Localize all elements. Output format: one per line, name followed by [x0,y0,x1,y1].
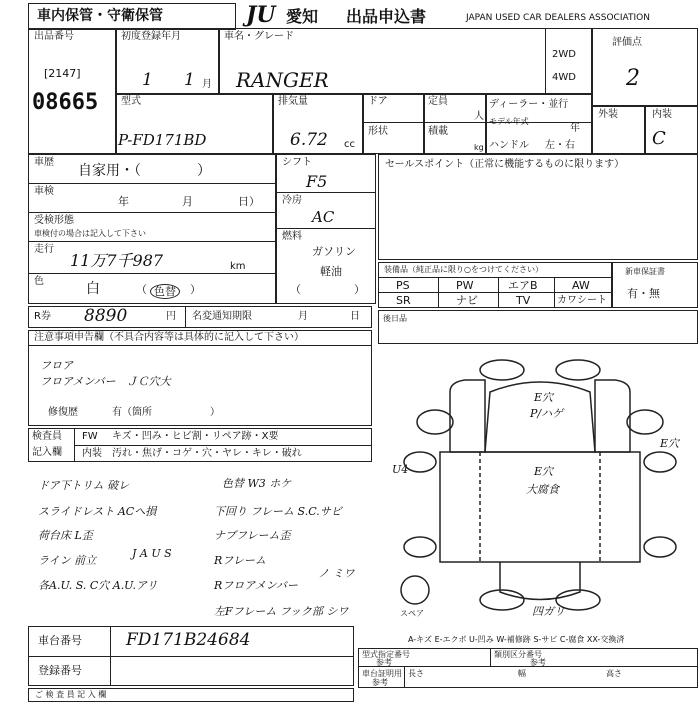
mileage-label: 走行 [34,244,54,255]
recycle-value: 8890 [84,306,128,326]
footer-text: ご 検 査 員 記 入 欄 [35,690,107,699]
diagram-label: 大腐食 [526,483,559,496]
model-year-label: モデル年式 [489,117,529,126]
reg-number-label: 登録番号 [38,664,82,677]
model-name: RANGER [236,68,329,92]
ju-logo: JU [246,2,276,28]
color-prefix: （ [136,283,147,296]
inspector-note: Rフレーム [214,554,266,567]
front-right-tire [556,360,600,380]
ext-value: C [652,128,666,149]
type-value: P-FD171BD [118,131,207,149]
chassis-value: FD171B24684 [126,630,251,650]
cert-label: 車台証明用 [362,669,402,678]
width-label: 幅 [518,669,526,678]
left-mirror [417,410,453,434]
history-value: 自家用・（ ） [78,163,211,179]
inspection-day-unit: 日） [238,195,260,208]
selling-points-box [378,154,698,260]
assoc-name-en: JAPAN USED CAR DEALERS ASSOCIATION [466,13,650,23]
diagram-label: P/ハゲ [530,407,564,420]
fuel-paren-close: ） [354,283,365,296]
after-fit-box [378,310,698,344]
damage-legend: A-キズ E-エクボ U-凹み W-補修跡 S-サビ C-腐食 XX-交換済 [408,635,625,644]
diagram-label: E穴 [534,391,554,404]
receive-note: 車検付の場合は記入して下さい [34,229,146,238]
inspector-row1-title: FW [82,431,98,442]
registration-month: 1 [184,70,195,90]
after-fit-label: 後日品 [383,314,407,323]
org-name: 愛知 [286,7,319,26]
ext-label: 外装 [598,109,618,120]
inspector-row2-title: 内装 [82,448,102,459]
registration-month-unit: 月 [202,79,212,90]
warranty-label: 新車保証書 [625,267,665,276]
inspector-note: ドア下トリム 破レ [38,479,130,492]
notice-day-unit: 日 [350,311,360,322]
inspector-note: ナブフレーム歪 [214,529,291,542]
equip-sr: SR [396,294,411,307]
inspector-note: Rフロアメンバー [214,579,298,592]
inspector-note: 左Fフレーム フック部 シワ [214,605,349,618]
inspection-month-unit: 月 [182,195,193,208]
chassis-label: 車台番号 [38,634,82,647]
diagram-label: E穴 [534,465,554,478]
designation-ref: 参考 [376,658,392,667]
drive-2wd: 2WD [552,49,576,60]
inspection-label: 車検 [34,186,54,197]
equip-navi: ナビ [456,294,478,307]
equip-pw: PW [456,279,474,292]
handle-options: 左・右 [545,140,575,151]
color-change-label: 色替 [150,284,180,299]
color-label: 色 [34,276,44,287]
shift-label: シフト [282,157,312,168]
displacement-unit: cc [344,139,355,150]
front-left-tire [480,360,524,380]
load-label: 積載 [428,126,448,137]
class-label: 類別区分番号 [494,650,542,659]
fuel-paren-open: （ [290,283,301,296]
registration-label: 初度登録年月 [121,31,181,42]
displacement-label: 排気量 [278,96,308,107]
inspector-row1: キズ・凹み・ヒビ割・リペア跡・X要 [112,431,279,442]
color-value: 白 [86,281,100,297]
storage-label: 車内保管・守衛保管 [37,8,163,24]
drive-4wd: 4WD [552,72,576,83]
inspector-label1: 検査員 [32,431,62,442]
inspector-note: 各A.U. S. C穴 A.U.アリ [38,579,158,592]
storage-box [28,3,236,30]
inspector-row2: 汚れ・焦げ・コゲ・穴・ヤレ・キレ・破れ [112,448,302,459]
cooling-label: 冷房 [282,195,302,206]
notice-month-unit: 月 [298,311,308,322]
selling-points-label: セールスポイント（正常に機能するものに限ります） [385,159,625,170]
inspector-note: ノ ミワ [318,567,355,580]
rating-value: 2 [626,66,640,91]
right-front-panel [595,380,630,452]
receive-label: 受検形態 [34,215,74,226]
right-mirror [627,410,663,434]
warranty-box [612,262,698,308]
tailgate [500,562,580,600]
cooling-value: AC [312,208,335,226]
equip-leather: カワシート [557,295,607,306]
repair-value: 有（箇所 [112,407,152,418]
repair-label: 修復歴 [48,407,78,418]
inspector-note: J A U S [132,547,172,560]
left-rear-tire-2 [404,537,436,557]
equip-ps: PS [396,279,410,292]
notes-label: 注意事項申告欄（不具合内容等は具体的に記入して下さい） [34,332,304,343]
sheet-title: 出品申込書 [346,7,427,26]
lot-number: 08665 [32,90,99,115]
lot-code: [2147] [44,67,81,80]
doors-label: ドア [368,96,388,107]
diagram-label: 四ガリ [532,605,565,618]
color-suffix: ） [190,283,201,296]
shape-label: 形状 [368,126,388,137]
designation-label: 型式指定番号 [362,650,410,659]
model-year-unit: 年 [570,123,580,134]
history-label: 車歴 [34,157,54,168]
handle-label: ハンドル [489,140,529,151]
length-label: 長さ [408,669,424,678]
capacity-unit: 人 [474,111,484,122]
fuel-label: 燃料 [282,231,302,242]
dealer-label: ディーラー・並行 [489,99,569,110]
diagram-label: U4 [392,463,409,476]
spare-label: スペア [400,609,424,618]
inspector-note: スライドレスト ACへ損 [38,505,157,518]
registration-year: 1 [142,70,153,90]
type-label: 型式 [121,96,141,107]
left-front-panel [450,380,485,452]
equipment-label: 装備品（純正品に限り○をつけてください） [384,265,543,274]
model-label: 車名・グレード [224,31,294,42]
notice-label: 名変通知期限 [192,311,252,322]
equip-tv: TV [516,294,531,307]
equip-airbag: エアB [508,279,538,292]
inspector-note: ライン 前立 [38,554,97,567]
equip-aw: AW [572,279,590,292]
fuel-diesel: 軽油 [320,265,342,278]
notes-line2: フロアメンバー ＪＣ穴大 [40,375,171,388]
recycle-unit: 円 [166,311,176,322]
right-rear-tire-2 [644,537,676,557]
warranty-value: 有・無 [627,287,660,300]
cert-ref: 参考 [372,678,388,687]
mileage-unit: km [230,261,246,272]
inspector-note: 色替 W3 ホケ [222,477,292,490]
load-unit: kg [474,143,484,152]
notes-line1: フロア [40,359,73,372]
capacity-label: 定員 [428,96,448,107]
recycle-label: R券 [34,311,51,322]
int-label: 内装 [652,109,672,120]
lot-label: 出品番号 [34,31,74,42]
inspector-note: 下回り フレーム S.C.サビ [214,505,342,518]
inspection-year-unit: 年 [118,195,129,208]
diagram-label: E穴 [660,437,680,450]
rating-label: 評価点 [612,37,642,48]
fuel-gasoline: ガソリン [312,245,356,258]
class-ref: 参考 [530,658,546,667]
left-rear-tire [404,452,436,472]
right-rear-tire [644,452,676,472]
displacement-value: 6.72 [290,130,328,150]
height-label: 高さ [606,669,622,678]
shift-value: F5 [306,172,328,191]
spare-tire [401,576,429,604]
mileage-value: 11万7千987 [70,251,164,270]
repair-close: ） [210,407,220,418]
inspector-label2: 記入欄 [32,447,62,458]
inspector-note: 荷台床 L歪 [38,529,93,542]
